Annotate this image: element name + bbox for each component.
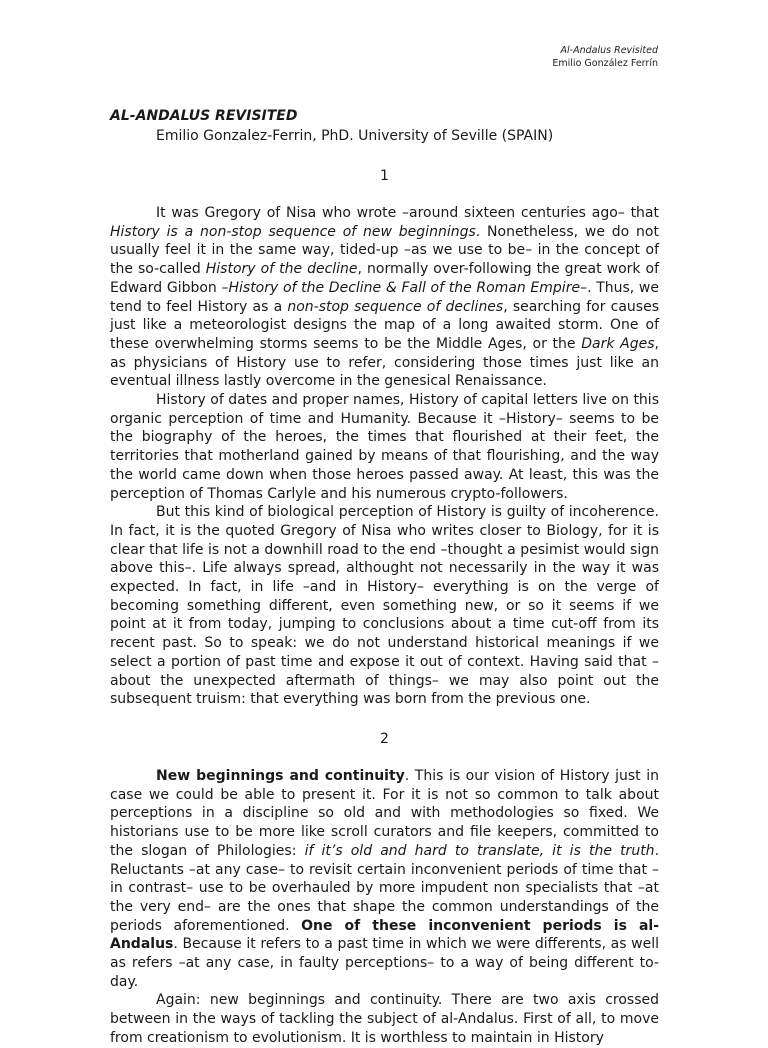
italic-text-run: if it’s old and hard to translate, it is the truth xyxy=(304,842,655,859)
document-body xyxy=(110,106,659,1048)
section-2-body xyxy=(110,767,659,1048)
document-title: AL-ANDALUS REVISITED xyxy=(110,108,298,124)
text-run: . Nonetheless, we do not usually feel it in the same way, tided-up –as we use to be– in the concept of the so-called xyxy=(110,223,659,278)
paragraph xyxy=(110,204,659,391)
paragraph xyxy=(110,767,659,991)
italic-text-run: non-stop sequence of declines xyxy=(287,298,504,315)
text-run: But this kind of biological perception of History is guilty of incoherence. In fact, it is the quoted Gregory of Nisa who writes closer to Biology, for it is clear that life is not a downhill road to the end –thought a pesimist would sign above this–. Life always spread, althought not necessarily in the way it was expected. In fact, in life –and in History– everything is on the verge of becoming something different, even something new, or so it seems if we point at it from today, jumping to conclusions about a time cut-off from its recent past. So to speak: we do not understand historical meanings if we select a portion of past time and expose it out of context. Having said that –about the unexpected aftermath of things– we may also point out the subsequent truism: that everything was born from the previous one. xyxy=(110,504,659,708)
paragraph xyxy=(110,991,659,1047)
text-run: It was Gregory of Nisa who wrote –around sixteen centuries ago– that xyxy=(156,205,659,221)
paragraph xyxy=(110,391,659,503)
text-run: , searching for causes just like a meteorologist designs the map of a long awaited storm. One of these overwhelming storms seems to be the Middle Ages, or the xyxy=(110,298,659,352)
bold-text-run: New beginnings and continuity xyxy=(156,767,405,784)
text-run: –. Thus, we tend to feel History as a xyxy=(110,279,659,315)
text-run: Again: new beginnings and continuity. There are two axis crossed between in the ways of tackling the subject of al-Andalus. First of all, to move from creationism to evolutionism. It is worthless to maintain in History xyxy=(110,992,659,1046)
running-header xyxy=(552,44,658,70)
section-number-1: 1 xyxy=(380,168,389,184)
italic-text-run: History is a non-stop sequence of new beginnings xyxy=(110,223,476,240)
text-run: History of dates and proper names, History of capital letters live on this organic perception of time and Humanity. Because it –History– seems to be the biography of the heroes, the times that flourished at their feet, the territories that motherland gained by means of that flourishing, and the way the world came down when those heroes passed away. At least, this was the perception of Thomas Carlyle and his numerous crypto-followers. xyxy=(110,392,659,502)
text-run: . Because it refers to a past time in which we were differents, as well as refers –at any case, in faulty perceptions– to a way of being different to-day. xyxy=(110,936,659,990)
running-header-title: Al-Andalus Revisited xyxy=(560,45,658,56)
text-run: , normally over-following the great work of Edward Gibbon – xyxy=(110,261,660,296)
section-1-body xyxy=(110,204,659,709)
bold-text-run: One of these inconvenient periods is al-Andalus xyxy=(110,917,659,953)
italic-text-run: History of the decline xyxy=(205,261,358,278)
italic-text-run: Dark Ages xyxy=(581,335,655,352)
author-byline: Emilio Gonzalez-Ferrin, PhD. University of Seville (SPAIN) xyxy=(156,128,554,144)
text-run: . This is our vision of History just in case we could be able to present it. For it is not so common to talk about perceptions in a discipline so old and with methodologies so fixed. We historians use to be more like scroll curators and file keepers, committed to the slogan of Philologies: xyxy=(110,767,659,859)
running-header-author: Emilio González Ferrín xyxy=(552,58,658,69)
paragraph xyxy=(110,503,659,709)
section-number-2: 2 xyxy=(380,730,389,747)
italic-text-run: History of the Decline & Fall of the Roman Empire xyxy=(228,279,581,296)
text-run: . Reluctants –at any case– to revisit certain inconvenient periods of time that –in contrast– use to be overhauled by more impudent non specialists that –at the very end– are the ones that shape the common understandings of the periods aforementioned. xyxy=(110,842,660,934)
text-run: , as physicians of History use to refer, considering those times just like an eventual illness lastly overcome in the genesical Renaissance. xyxy=(110,335,659,390)
